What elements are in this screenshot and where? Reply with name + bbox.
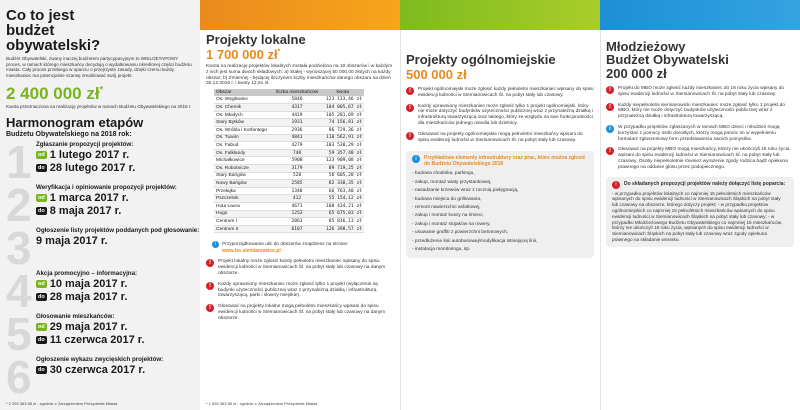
step-number: 4 <box>6 264 32 317</box>
date: 28 lutego 2017 r. <box>49 161 136 174</box>
list-item: - zakup, montaż wiaty przystankowej, <box>412 179 492 185</box>
tag: od <box>38 280 45 287</box>
rule-item <box>206 304 394 321</box>
warning-icon: ! <box>406 87 414 95</box>
tag: do <box>38 336 45 343</box>
date: 29 maja 2017 r. <box>49 320 128 333</box>
residents-cell: 4841 <box>272 134 321 142</box>
step-label: Weryfikacja i opiniowanie propozycji projektów: <box>36 183 177 191</box>
area-cell: Stary Bańgów <box>214 172 272 180</box>
rule-item <box>606 86 794 98</box>
youth-rules <box>606 86 794 171</box>
table-row <box>214 96 364 104</box>
amount-cell: 85 816,13 zł <box>322 218 364 226</box>
step-from <box>36 321 200 333</box>
rule-item <box>606 125 794 142</box>
date: 11 czerwca 2017 r. <box>49 333 145 346</box>
amount-cell: 104 005,67 zł <box>322 104 364 112</box>
footnote-col2: * 1 699 363,98 zł - zgodnie z Zarządzeniem Prezydenta Miasta <box>206 401 318 406</box>
date: 1 lutego 2017 r. <box>49 148 130 161</box>
youth-amount: 200 000 zł <box>606 66 667 81</box>
step-label: Akcja promocyjno – informacyjna: <box>36 269 138 277</box>
amount-cell: 110 562,91 zł <box>322 134 364 142</box>
area-cell: Pszczelnik <box>214 195 272 203</box>
list-item: - usuwanie graffiti z powierzchni betonowych, <box>412 230 509 236</box>
date: 28 maja 2017 r. <box>49 290 128 303</box>
area-cell: Os. Fabud <box>214 142 272 150</box>
table-row <box>214 142 364 150</box>
amount-cell: 108 434,21 zł <box>322 203 364 211</box>
rule-item <box>606 103 794 120</box>
area-cell: Huta Laura <box>214 203 272 211</box>
rule-item <box>406 87 594 99</box>
support-text: - w przypadku projektów lokalnych co najmniej 15 pełnoletnich mieszkańców wpisanych do spisu ewidencji ludności w Siemianowicach Śląskich na pobyt stały lub czasowy na obszarze, którego dotyczy projekt; - w przypadku projektów ogólnomiejskich co najmniej 15 pełnoletnich mieszkańców wpisanych do spisu ewidencji ludności w Siemianowicach Śląskich na pobyt stały lub czasowy; - w przypadku Młodzieżowego Budżetu Obywatelskiego co najmniej 15 mieszkańców, którzy nie ukończyli 18 roku życia, wpisanych do spisu ewidencji ludności w Siemianowicach Śląskich na pobyt stały lub czasowy wraz zgody opiekuna prawnego na składanie wniosku. <box>612 190 783 242</box>
step-from <box>36 364 200 376</box>
divider <box>600 30 601 410</box>
area-cell: Nowy Bańgów <box>214 180 272 188</box>
url-label: i Przyporządkowanie ulic do obszarów znajdziesz na stronie: <box>212 241 394 248</box>
step-from <box>36 192 200 204</box>
table-row <box>214 210 364 218</box>
date: 8 maja 2017 r. <box>49 204 122 217</box>
amount-cell: 103 530,29 zł <box>322 142 364 150</box>
area-cell: Hugo <box>214 210 272 218</box>
website-link[interactable]: www.bo.siemianowice.pl <box>222 248 281 255</box>
examples-box <box>406 151 594 258</box>
table-row <box>214 157 364 165</box>
total-amount: 2 400 000 zł* <box>6 84 104 104</box>
col-header-residents: liczba mieszkańców <box>272 89 321 96</box>
residents-cell: 3179 <box>272 165 321 173</box>
table-row <box>214 165 364 173</box>
examples-list <box>412 170 588 254</box>
residents-cell: 6107 <box>272 225 321 233</box>
amount-cell: 105 281,69 zł <box>322 111 364 119</box>
residents-cell: 748 <box>272 149 321 157</box>
rule-text: Każdy niepełnoletni siemianowicki mieszkaniec może zgłosić tylko 1 projekt do MBO, który nie może dotyczyć budynków użyteczności publicznej wraz z przynależną działką i infrastrukturą towarzyszącą. <box>618 102 785 120</box>
local-rules <box>206 259 394 321</box>
area-cell: Os. Młodych <box>214 111 272 119</box>
residents-cell: 2863 <box>272 218 321 226</box>
rule-text: Głosować na projekty lokalne mogą pełnoletni mieszkańcy wpisani do spisu ewidencji ludności w Siemianowicach Śl. na pobyt stały lub czasowy na danym obszarze. <box>218 304 386 321</box>
table-row <box>214 195 364 203</box>
residents-cell: 1340 <box>272 187 321 195</box>
info-icon: i <box>606 125 614 133</box>
amount-cell: 66 763,40 zł <box>322 187 364 195</box>
step-to <box>36 334 200 346</box>
step-number: 6 <box>6 350 32 403</box>
area-cell: Centrum II <box>214 225 272 233</box>
schedule-step <box>6 350 194 403</box>
area-cell: Os. Węgłowiec <box>214 96 272 104</box>
residents-cell: 5846 <box>272 96 321 104</box>
table-row <box>214 203 364 211</box>
table-row <box>214 180 364 188</box>
step-label: Ogłoszenie wykazu zwycięskich projektów: <box>36 355 164 363</box>
col-header-amount: kwota <box>322 89 364 96</box>
area-cell: Stary Bytków <box>214 119 272 127</box>
rule-text: W przypadku projektów zgłaszanych w ramach MBO dzieci i młodzież mogą korzystać z pomocy osób dorosłych, którzy mogą pomóc im w wypełnieniu formularz zgłoszeniowy form przedstawienia swoich pomysłów. <box>618 124 780 142</box>
list-item: - budowa miejsca do grillowania, <box>412 196 482 202</box>
total-amount-note: Kwota przeznaczona na realizację projektów w ramach Budżetu Obywatelskiego na 2018 r. <box>6 104 192 110</box>
step-number: 1 <box>6 135 32 188</box>
orange-header-bar <box>200 0 400 30</box>
citywide-amount: 500 000 zł <box>406 67 467 82</box>
amount-cell: 65 675,03 zł <box>322 210 364 218</box>
amount-cell: 123 909,08 zł <box>322 157 364 165</box>
blue-header-bar <box>600 0 800 30</box>
info-icon: i <box>412 155 420 163</box>
table-row <box>214 172 364 180</box>
list-item: - zakup i montaż koszy na śmieci, <box>412 213 484 219</box>
list-item: - remont nawierzchni asfaltowej, <box>412 205 481 210</box>
step-to <box>36 205 200 217</box>
amount-cell: 126 398,57 zł <box>322 225 364 233</box>
warning-icon: ! <box>406 104 414 112</box>
rule-text: Głosować na projekty MBO mogą mieszkańcy, którzy nie ukończyli 18 roku życia, wpisani do spisu ewidencji ludności w Siemianowicach Śl. na pobyt stały lub czasowy. Osoby niepełnoletnie również wyrażenie zgody rodzica bądź opiekuna prawnego na oddanie głosu przez podopiecznego. <box>618 147 791 170</box>
tag: od <box>38 151 45 158</box>
step-from <box>36 149 200 161</box>
rule-item <box>206 259 394 276</box>
column-citywide-projects <box>400 0 600 410</box>
tag: do <box>38 293 45 300</box>
table-row <box>214 119 364 127</box>
schedule-title: Harmonogram etapów <box>6 114 144 130</box>
list-item: - budowa chodnika, parkingu, <box>412 171 475 177</box>
amount-cell: 55 154,12 zł <box>322 195 364 203</box>
table-row <box>214 218 364 226</box>
support-list-box <box>606 177 794 247</box>
tag: do <box>38 207 45 214</box>
area-cell: Przełajka <box>214 187 272 195</box>
citywide-rules <box>406 87 594 143</box>
areas-table <box>214 89 364 233</box>
table-row <box>214 104 364 112</box>
area-cell: Os. Tuwim <box>214 134 272 142</box>
amount-cell: 56 605,28 zł <box>322 172 364 180</box>
tag: od <box>38 194 45 201</box>
rule-item <box>406 104 594 127</box>
info-icon: i <box>212 241 219 248</box>
amount-cell: 82 338,35 zł <box>322 180 364 188</box>
date: 30 czerwca 2017 r. <box>49 363 146 376</box>
step-number: 5 <box>6 307 32 360</box>
table-row <box>214 134 364 142</box>
rule-text: Projekt do MBO może zgłosić każdy mieszkaniec do 18 roku życia wpisany do spisu ewidencji ludności w Siemianowicach Śl. na pobyt stały lub czasowy. <box>618 86 785 97</box>
step-from <box>36 235 200 247</box>
local-title: Projekty lokalne <box>206 32 306 47</box>
list-item: - instalacja monitoringu, itp. <box>412 247 471 253</box>
warning-icon: ! <box>206 259 214 267</box>
date: 10 maja 2017 r. <box>49 277 128 290</box>
area-cell: Os. Chemik <box>214 104 272 112</box>
date: 9 maja 2017 r. <box>36 234 108 247</box>
tag: od <box>38 323 45 330</box>
column-local-projects <box>200 0 400 410</box>
url-box <box>212 241 394 254</box>
warning-icon: ! <box>206 282 214 290</box>
tag: do <box>38 366 45 373</box>
area-cell: Michałkowice <box>214 157 272 165</box>
rule-text: Każdy uprawniony mieszkaniec może zgłosić tylko 1 projekt (wyłączenie są budynki użyteczności publicznej wraz z przynależną działką i infrastrukturą towarzyszącą, parki i skwery miejskie). <box>218 281 378 299</box>
support-title: Do składanych propozycji projektów należy dołączyć listę poparcia: <box>624 180 786 187</box>
residents-cell: 4317 <box>272 104 321 112</box>
residents-cell: 2585 <box>272 180 321 188</box>
table-row <box>214 127 364 135</box>
table-row <box>214 149 364 157</box>
column-youth-budget <box>600 0 800 410</box>
warning-icon: ! <box>606 86 614 94</box>
area-cell: Os. Wróbla i Korfantego <box>214 127 272 135</box>
step-to <box>36 162 200 174</box>
amount-cell: 89 719,25 zł <box>322 165 364 173</box>
residents-cell: 2936 <box>272 127 321 135</box>
area-cell: Os. Robotnicze <box>214 165 272 173</box>
rule-text: Głosować na projekty ogólnomiejskie mogą pełnoletni mieszkańcy wpisani do spisu ewidencji ludności w Siemianowicach Śl. na pobyt stały lub czasowy. <box>418 131 583 143</box>
footnote-col1: * 2 399 363,98 zł - zgodnie z Zarządzeniem Prezydenta Miasta <box>6 401 118 406</box>
tag: do <box>38 164 45 171</box>
residents-cell: 1931 <box>272 119 321 127</box>
residents-cell: 412 <box>272 195 321 203</box>
schedule-subtitle: Budżetu Obywatelskiego na 2018 rok: <box>6 130 132 138</box>
amount-cell: 74 156,81 zł <box>322 119 364 127</box>
list-item: - nasadzanie krzewów wraz z rocznią pielęgnacją, <box>412 188 519 194</box>
citywide-title: Projekty ogólnomiejskie <box>406 52 556 67</box>
step-from <box>36 278 200 290</box>
local-amount: 1 700 000 zł* <box>206 47 281 62</box>
step-label: Ogłoszenie listy projektów poddanych pod głosowanie: <box>36 226 200 234</box>
table-row <box>214 225 364 233</box>
rule-item <box>606 147 794 170</box>
rule-text: Każdy uprawniony mieszkaniec może zgłosić tylko 1 projekt ogólnomiejski, który nie może dotyczyć budynków użyteczności publicznej wraz z przynależną działką i infrastrukturą towarzyszącą oraz takiego, który ze względu na swe funkcjonalności dla mieszkańców jednego osiedla lub dzielnicy. <box>418 103 593 126</box>
step-number: 2 <box>6 178 32 231</box>
step-number: 3 <box>6 221 32 274</box>
col-header-area: Obszar <box>214 89 272 96</box>
warning-icon: ! <box>606 103 614 111</box>
residents-cell: 5908 <box>272 157 321 165</box>
list-item: - przedłużenie linii autobusowej/modyfikacja istniejącej linii, <box>412 238 538 244</box>
warning-icon: ! <box>606 147 614 155</box>
schedule-steps <box>6 135 200 403</box>
residents-cell: 4279 <box>272 142 321 150</box>
youth-title: Młodzieżowy Budżet Obywatelski <box>606 39 729 67</box>
residents-cell: 1253 <box>272 210 321 218</box>
step-to <box>36 291 200 303</box>
table-row <box>214 187 364 195</box>
examples-header <box>412 155 588 167</box>
amount-cell: 123 133,46 zł <box>322 96 364 104</box>
date: 1 marca 2017 r. <box>49 191 129 204</box>
amount-cell: 59 357,48 zł <box>322 149 364 157</box>
rule-text: Projekt ogólnomiejski może zgłosić każdy pełnoletni mieszkaniec wpisany do spisu ewidencji ludności w Siemianowicach Śl. na pobyt stały lub czasowy. <box>418 87 594 98</box>
residents-cell: 4419 <box>272 111 321 119</box>
rule-item <box>206 282 394 299</box>
residents-cell: 4671 <box>272 203 321 211</box>
step-label: Głosowanie mieszkańców: <box>36 312 115 320</box>
table-row <box>214 111 364 119</box>
rule-text: Projekt lokalny może zgłosić każdy pełnoletni mieszkaniec wpisany do spisu ewidencji ludności w Siemianowicach Śl. na pobyt stały lub czasowy na danym obszarze. <box>218 259 386 276</box>
warning-icon: ! <box>612 181 620 189</box>
warning-icon: ! <box>406 132 414 140</box>
intro-title: Co to jest budżet obywatelski? <box>6 7 101 54</box>
warning-icon: ! <box>206 304 214 312</box>
step-label: Zgłaszanie propozycji projektów: <box>36 140 134 148</box>
examples-title: Przykładowe elementy infrastruktury oraz prac, które można zgłosić do Budżetu Obywatelskiego 2018 <box>424 155 586 168</box>
residents-cell: 528 <box>272 172 321 180</box>
area-cell: Os. Falklandy <box>214 149 272 157</box>
column-intro <box>0 0 200 410</box>
area-cell: Centrum I <box>214 218 272 226</box>
divider <box>400 30 401 410</box>
green-header-bar <box>400 0 600 30</box>
local-intro: Kwota na realizację projektów lokalnych została podzielona na 18 obszarów i w każdym z nich jest suma dwóch składowych: a) Stałej - wynoszącej 50 000,00 złotych na każdy obszar; b) Zmiennej - będącej iloczynem liczby mieszkańców danego obszaru na dzień 30.12.2016 r. i kwoty 12,51 zł. <box>206 64 393 87</box>
amount-cell: 86 729,36 zł <box>322 127 364 135</box>
rule-item <box>406 132 594 144</box>
support-header <box>612 181 788 189</box>
list-item: - zakup i montaż stojaków na rowery, <box>412 221 491 227</box>
intro-text: Budżet Obywatelski, zwany inaczej budżetem partycypacyjnym to WIELOETAPOWY proces, w ramach którego mieszkańcy decydują o wydatkowaniu określonej części budżetu miasta. Cały proces przebiega w oparciu o przejrzyste zasady, dzięki czemu każdy mieszkaniec ma potencjalnie szansę zrealizować swój projekt. <box>6 56 192 78</box>
